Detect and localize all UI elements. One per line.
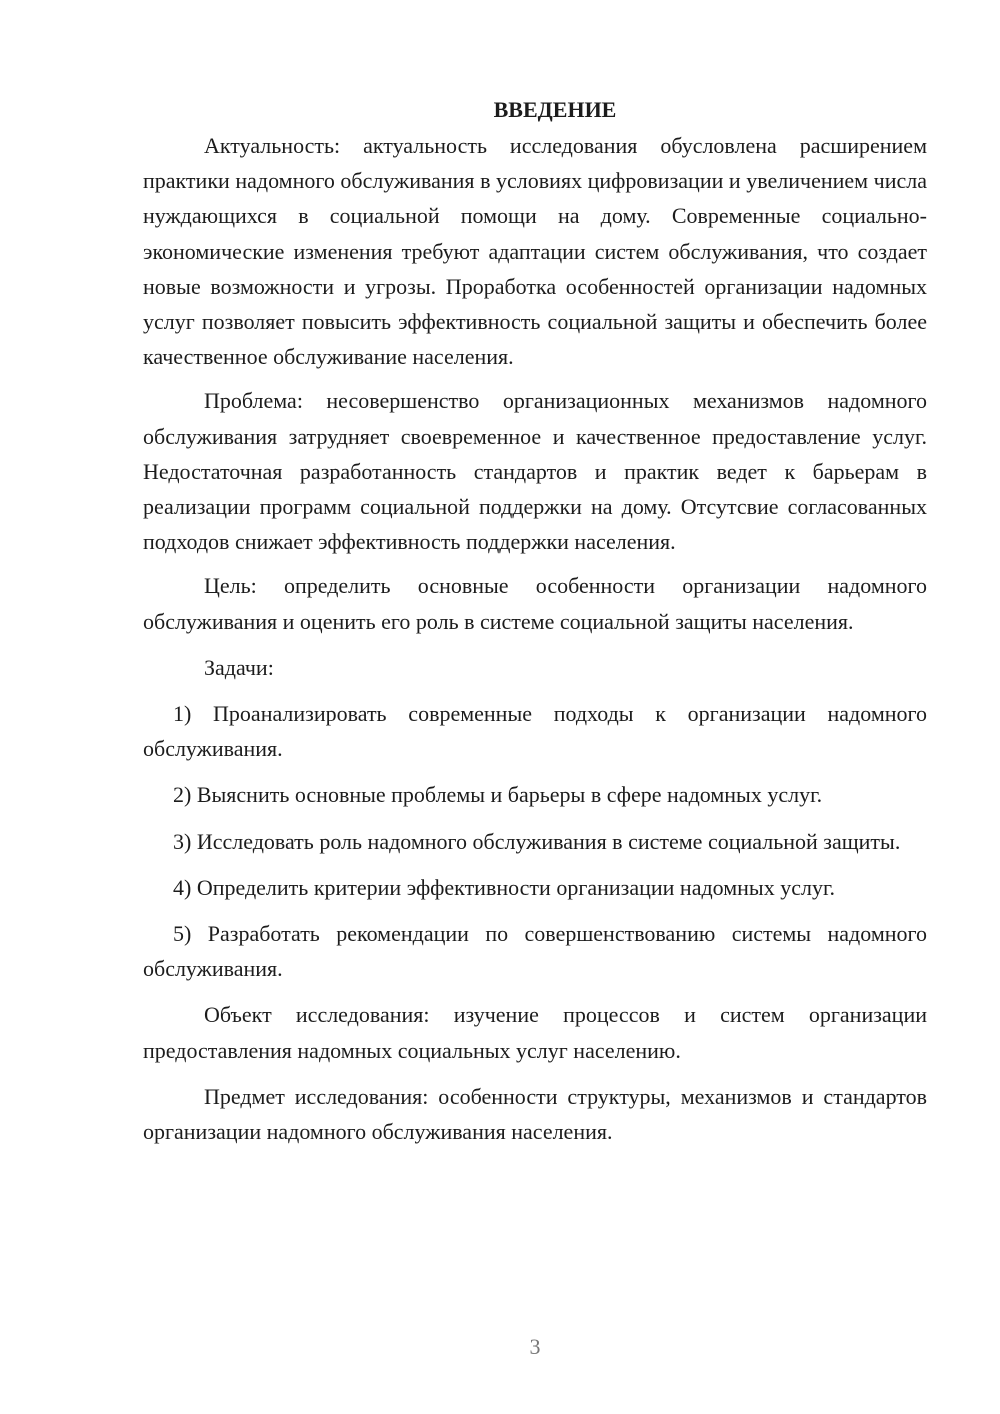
section-title: ВВЕДЕНИЕ [493,97,617,122]
task-item-1: 1) Проанализировать современные подходы к организации надомного обслуживания. [143,701,927,762]
task-item-5: 5) Разработать рекомендации по совершенствованию системы надомного обслуживания. [143,921,927,982]
paragraph-problem: Проблема: несовершенство организационных механизмов надомного обслуживания затрудняет своевременное и качественное предоставление услуг. Недостаточная разработанность стандартов и практик ведет к барьерам в реализации программ социальной поддержки на дому. Отсутсвие согласованных подходов снижает эффективность поддержки населения. [143,388,927,555]
task-item-4: 4) Определить критерии эффективности организации надомных услуг. [173,874,835,900]
document-page [143,92,927,1149]
page-number: 3 [529,1334,541,1359]
task-item-2: 2) Выяснить основные проблемы и барьеры в сфере надомных услуг. [173,782,823,808]
paragraph-relevance: Актуальность: актуальность исследования обусловлена расширением практики надомного обслуживания в условиях цифровизации и увеличением числа нуждающихся в социальной помощи на дому. Современные социально-экономические изменения требуют адаптации систем обслуживания, что создает новые возможности и угрозы. Проработка особенностей организации надомных услуг позволяет повысить эффективность социальной защиты и обеспечить более качественное обслуживание населения. [143,133,927,370]
paragraph-goal: Цель: определить основные особенности организации надомного обслуживания и оценить его роль в системе социальной защиты населения. [143,573,927,634]
paragraph-subject: Предмет исследования: особенности структуры, механизмов и стандартов организации надомного обслуживания населения. [143,1083,927,1145]
paragraph-object: Объект исследования: изучение процессов и систем организации предоставления надомных социальных услуг населению. [143,1002,927,1063]
task-item-3: 3) Исследовать роль надомного обслуживания в системе социальной защиты. [173,828,901,854]
tasks-heading: Задачи: [204,654,274,680]
